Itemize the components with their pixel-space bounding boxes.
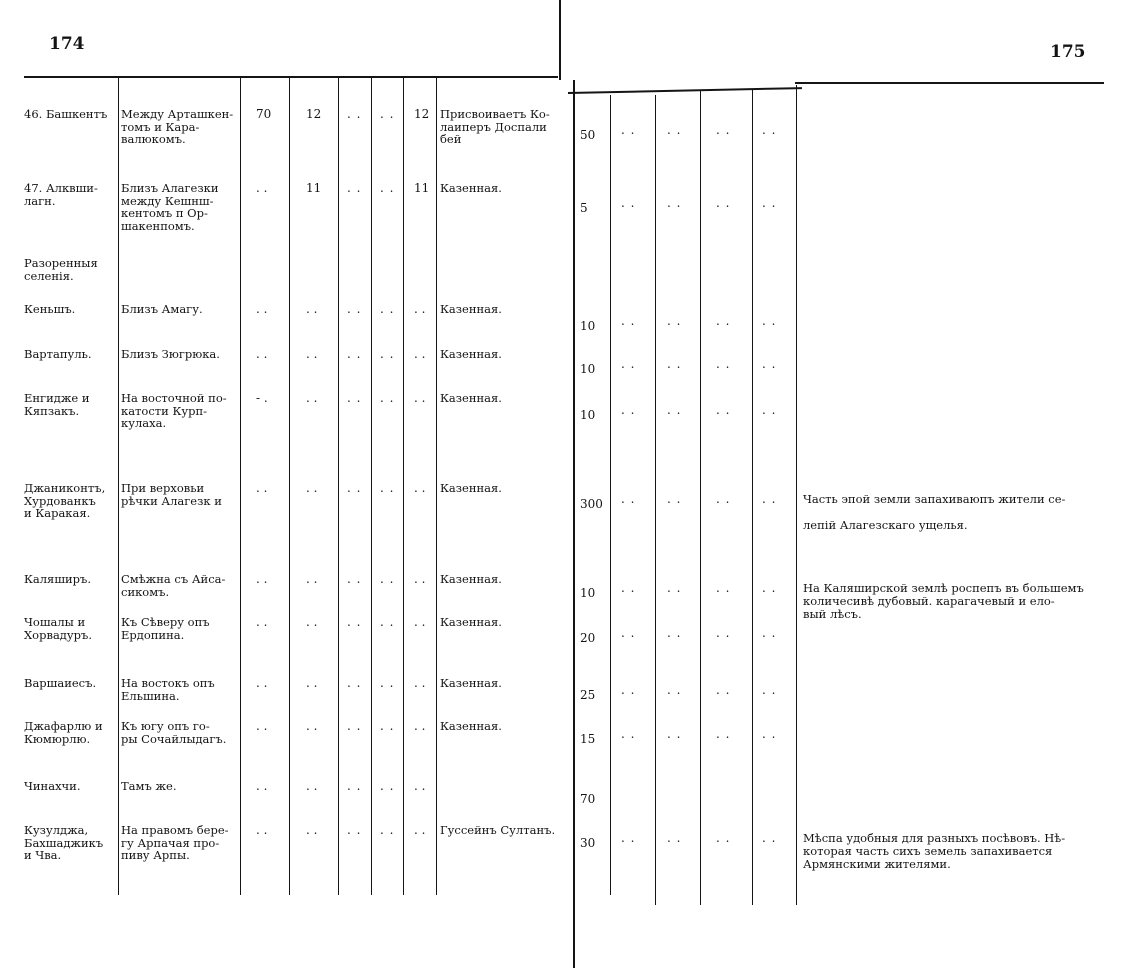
- r-col-rule-4: [752, 90, 753, 905]
- row-name: Разоренныя селенія.: [24, 256, 98, 283]
- row-col2: . .: [306, 676, 318, 690]
- row-dots-2: . .: [667, 196, 682, 210]
- row-dots-3: . .: [716, 831, 731, 845]
- row-col4: . .: [380, 823, 395, 837]
- row-owner: Гуссейнъ Султанъ.: [440, 823, 556, 837]
- row-location: На востокъ опъ Ельшина.: [121, 676, 215, 703]
- row-col2: . .: [306, 615, 318, 629]
- row-dots-1: . .: [621, 357, 636, 371]
- row-col2: . .: [306, 347, 318, 361]
- row-dots-1: . .: [621, 196, 636, 210]
- row-col4: . .: [380, 181, 395, 195]
- row-dots-1: . .: [621, 492, 636, 506]
- row-location: При верховьи рѣчки Алагезк и: [121, 481, 222, 508]
- page-number-right: 175: [1050, 42, 1086, 62]
- row-dots-3: . .: [716, 727, 731, 741]
- row-col1: . .: [256, 347, 268, 361]
- row-owner: Казенная.: [440, 676, 502, 690]
- row-col5: . .: [414, 347, 426, 361]
- row-dots-1: . .: [621, 683, 636, 697]
- right-header-rule-left: [568, 87, 802, 94]
- row-dots-3: . .: [716, 492, 731, 506]
- col-rule-c2: [289, 77, 290, 895]
- row-dots-4: . .: [762, 683, 777, 697]
- row-dots-4: . .: [762, 314, 777, 328]
- row-col4: . .: [380, 676, 395, 690]
- row-col3: . .: [347, 391, 362, 405]
- r-col-rule-1: [610, 95, 611, 895]
- row-col1: . .: [256, 302, 268, 316]
- row-dots-3: . .: [716, 581, 731, 595]
- row-dots-2: . .: [667, 581, 682, 595]
- row-dots-1: . .: [621, 581, 636, 595]
- row-dots-3: . .: [716, 314, 731, 328]
- row-name: Каляширъ.: [24, 572, 92, 586]
- row-col5: . .: [414, 391, 426, 405]
- row-value: 50: [580, 128, 596, 142]
- row-name: Чошалы и Хорвадуръ.: [24, 615, 92, 642]
- row-dots-2: . .: [667, 357, 682, 371]
- row-dots-1: . .: [621, 123, 636, 137]
- row-dots-2: . .: [667, 626, 682, 640]
- row-value: 10: [580, 586, 596, 600]
- col-rule-location: [118, 77, 119, 895]
- row-dots-1: . .: [621, 831, 636, 845]
- row-col4: . .: [380, 347, 395, 361]
- row-dots-3: . .: [716, 123, 731, 137]
- row-col4: . .: [380, 779, 395, 793]
- row-location: Близъ Алагезки между Кешнш- кентомъ п Ор- шакенпомъ.: [121, 181, 219, 233]
- row-owner: Казенная.: [440, 302, 502, 316]
- row-location: Къ югу опъ го- ры Сочайлыдагъ.: [121, 719, 227, 746]
- row-dots-2: . .: [667, 492, 682, 506]
- row-owner: Казенная.: [440, 572, 502, 586]
- row-note: На Каляширской землѣ роспепъ въ большемъ количесивѣ дубовый. карагачевый и ело- вый лѣсъ.: [803, 581, 1084, 621]
- row-name: 47. Алквши- лагн.: [24, 181, 98, 208]
- row-dots-4: . .: [762, 831, 777, 845]
- row-note: Часть эпой земли запахиваюпъ жители се- лепій Алагезскаго ущелья.: [803, 492, 1066, 532]
- row-col3: . .: [347, 107, 362, 121]
- row-col2: . .: [306, 481, 318, 495]
- row-dots-2: . .: [667, 727, 682, 741]
- row-value: 10: [580, 362, 596, 376]
- row-owner: Казенная.: [440, 719, 502, 733]
- row-name: Вартапуль.: [24, 347, 92, 361]
- row-col4: . .: [380, 391, 395, 405]
- page-number-left: 174: [49, 34, 85, 54]
- row-owner: Казенная.: [440, 615, 502, 629]
- row-col3: . .: [347, 779, 362, 793]
- row-dots-3: . .: [716, 403, 731, 417]
- row-value: 70: [580, 792, 596, 806]
- row-col3: . .: [347, 481, 362, 495]
- row-value: 30: [580, 836, 596, 850]
- row-col5: . .: [414, 779, 426, 793]
- row-dots-1: . .: [621, 314, 636, 328]
- row-col3: . .: [347, 676, 362, 690]
- row-col5: 11: [414, 181, 430, 195]
- row-col3: . .: [347, 302, 362, 316]
- row-value: 20: [580, 631, 596, 645]
- row-dots-4: . .: [762, 123, 777, 137]
- col-rule-c3: [338, 77, 339, 895]
- row-location: Къ Сѣверу опъ Ердопина.: [121, 615, 210, 642]
- row-name: Джафарлю и Кюмюрлю.: [24, 719, 103, 746]
- r-col-rule-2: [655, 95, 656, 905]
- row-col1: . .: [256, 676, 268, 690]
- row-col5: 12: [414, 107, 430, 121]
- row-col2: 12: [306, 107, 322, 121]
- row-owner: Присвоиваетъ Ко- лаиперъ Доспали бей: [440, 107, 550, 146]
- row-col3: . .: [347, 823, 362, 837]
- col-rule-c4: [371, 77, 372, 895]
- row-owner: Казенная.: [440, 481, 502, 495]
- row-col3: . .: [347, 615, 362, 629]
- row-value: 15: [580, 732, 596, 746]
- row-location: На правомъ бере- гу Арпачая про- пиву Арпы.: [121, 823, 229, 862]
- row-dots-4: . .: [762, 196, 777, 210]
- row-col2: . .: [306, 572, 318, 586]
- row-col2: . .: [306, 302, 318, 316]
- row-location: Близъ Амагу.: [121, 302, 203, 316]
- row-col1: . .: [256, 823, 268, 837]
- row-dots-1: . .: [621, 727, 636, 741]
- row-col1: . .: [256, 481, 268, 495]
- row-dots-4: . .: [762, 403, 777, 417]
- row-dots-4: . .: [762, 492, 777, 506]
- row-col3: . .: [347, 347, 362, 361]
- row-col5: . .: [414, 302, 426, 316]
- row-name: Кеньшъ.: [24, 302, 76, 316]
- row-owner: Казенная.: [440, 391, 502, 405]
- row-col1: . .: [256, 615, 268, 629]
- row-value: 10: [580, 408, 596, 422]
- row-col2: . .: [306, 823, 318, 837]
- row-value: 25: [580, 688, 596, 702]
- row-col5: . .: [414, 572, 426, 586]
- row-value: 5: [580, 201, 588, 215]
- row-col4: . .: [380, 107, 395, 121]
- col-rule-c5: [403, 77, 404, 895]
- row-dots-2: . .: [667, 403, 682, 417]
- row-value: 10: [580, 319, 596, 333]
- r-col-rule-5: [796, 85, 797, 905]
- row-col2: . .: [306, 779, 318, 793]
- row-value: 300: [580, 497, 603, 511]
- row-col5: . .: [414, 676, 426, 690]
- row-col4: . .: [380, 302, 395, 316]
- left-header-rule: [24, 76, 558, 78]
- row-col3: . .: [347, 572, 362, 586]
- row-col3: . .: [347, 719, 362, 733]
- row-name: Кузулджа, Бахшаджикъ и Чва.: [24, 823, 104, 862]
- row-dots-4: . .: [762, 357, 777, 371]
- row-dots-2: . .: [667, 314, 682, 328]
- row-col1: . .: [256, 572, 268, 586]
- row-name: Енгидже и Кяпзакъ.: [24, 391, 90, 418]
- row-col4: . .: [380, 615, 395, 629]
- row-dots-3: . .: [716, 357, 731, 371]
- row-col4: . .: [380, 719, 395, 733]
- row-dots-4: . .: [762, 626, 777, 640]
- row-dots-1: . .: [621, 626, 636, 640]
- right-header-rule-right: [795, 82, 1104, 84]
- r-col-rule-3: [700, 90, 701, 905]
- col-rule-c1: [240, 77, 241, 895]
- row-note: Мѣспа удобныя для разныхъ посѣвовъ. Нѣ- которая часть сихъ земель запахивается Армянскими жителями.: [803, 831, 1066, 871]
- row-name: Варшаиесъ.: [24, 676, 97, 690]
- row-owner: Казенная.: [440, 347, 502, 361]
- row-dots-1: . .: [621, 403, 636, 417]
- row-dots-4: . .: [762, 727, 777, 741]
- row-col4: . .: [380, 572, 395, 586]
- row-col2: 11: [306, 181, 322, 195]
- row-col1: . .: [256, 779, 268, 793]
- row-col2: . .: [306, 391, 318, 405]
- row-name: 46. Башкентъ: [24, 107, 108, 121]
- row-location: Между Арташкен- томъ и Кара- валюкомъ.: [121, 107, 234, 146]
- row-col5: . .: [414, 719, 426, 733]
- row-location: Близъ Зюгрюка.: [121, 347, 220, 361]
- row-col1: 70: [256, 107, 272, 121]
- row-dots-2: . .: [667, 683, 682, 697]
- row-col2: . .: [306, 719, 318, 733]
- row-col5: . .: [414, 823, 426, 837]
- row-dots-2: . .: [667, 831, 682, 845]
- row-col1: - .: [256, 391, 268, 405]
- col-rule-owner: [436, 77, 437, 895]
- row-name: Джаниконтъ, Хурдованкъ и Каракая.: [24, 481, 106, 520]
- row-col1: . .: [256, 181, 268, 195]
- gutter-line-top: [559, 0, 561, 80]
- row-dots-2: . .: [667, 123, 682, 137]
- row-dots-3: . .: [716, 683, 731, 697]
- row-col4: . .: [380, 481, 395, 495]
- row-dots-3: . .: [716, 196, 731, 210]
- row-location: Смѣжна съ Айса- сикомъ.: [121, 572, 226, 599]
- row-col5: . .: [414, 481, 426, 495]
- gutter-line-bottom: [573, 80, 575, 968]
- row-name: Чинахчи.: [24, 779, 81, 793]
- row-col3: . .: [347, 181, 362, 195]
- row-col5: . .: [414, 615, 426, 629]
- row-dots-3: . .: [716, 626, 731, 640]
- row-location: На восточной по- катости Курп- кулаха.: [121, 391, 227, 430]
- row-owner: Казенная.: [440, 181, 502, 195]
- row-dots-4: . .: [762, 581, 777, 595]
- row-location: Тамъ же.: [121, 779, 177, 793]
- row-col1: . .: [256, 719, 268, 733]
